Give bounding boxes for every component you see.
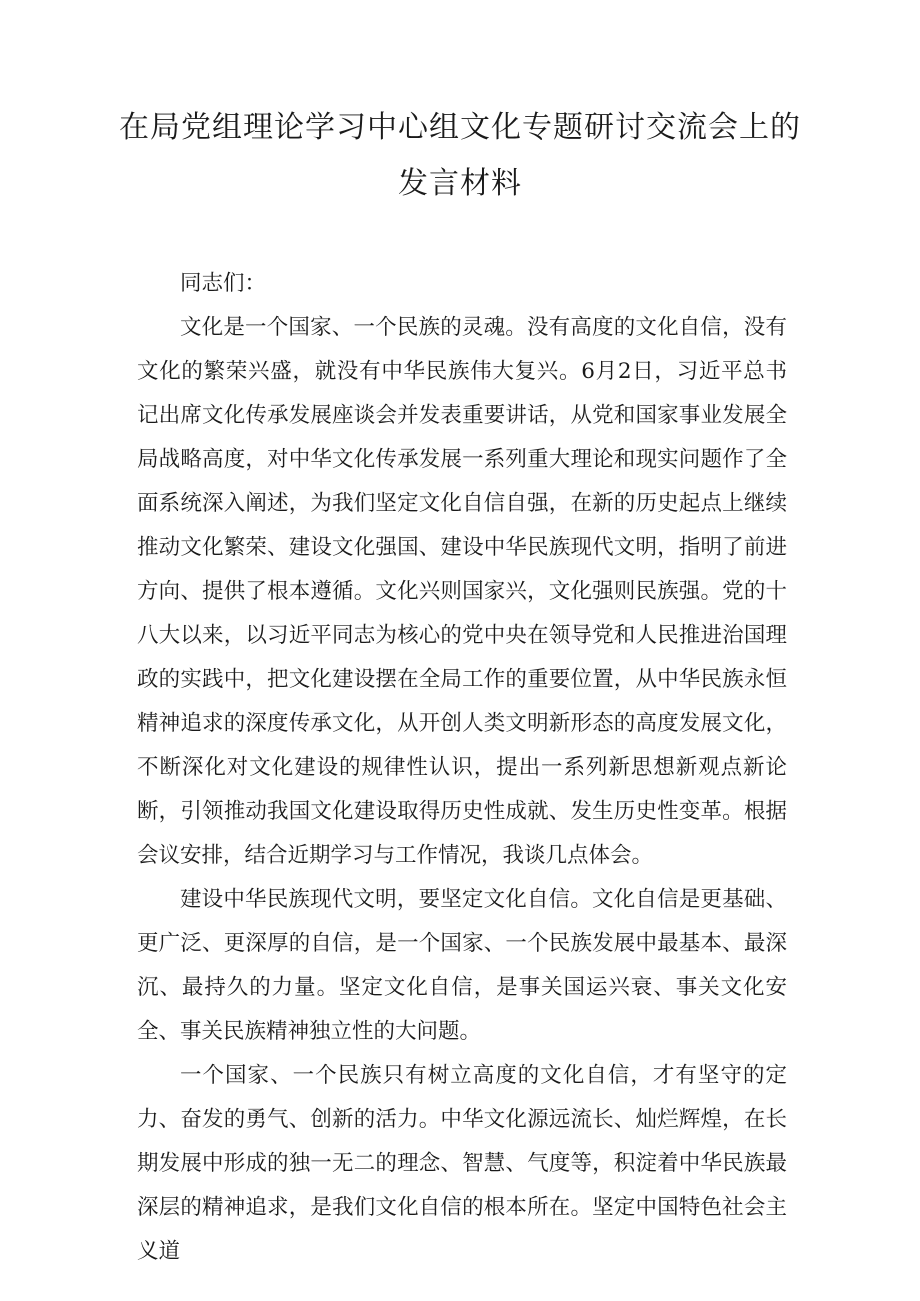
document-body xyxy=(137,262,787,1274)
paragraph-2: 建设中华民族现代文明，要坚定文化自信。文化自信是更基础、更广泛、更深厚的自信，是一个国家、一个民族发展中最基本、最深沉、最持久的力量。坚定文化自信，是事关国运兴衰、事关文化安全、事关民族精神独立性的大问题。 xyxy=(137,887,787,1044)
document-title-line-2: 发言材料 xyxy=(398,166,522,201)
paragraph-1: 文化是一个国家、一个民族的灵魂。没有高度的文化自信，没有文化的繁荣兴盛，就没有中华民族伟大复兴。6月2日，习近平总书记出席文化传承发展座谈会并发表重要讲话，从党和国家事业发展全局战略高度，对中华文化传承发展一系列重大理论和现实问题作了全面系统深入阐述，为我们坚定文化自信自强，在新的历史起点上继续推动文化繁荣、建设文化强国、建设中华民族现代文明，指明了前进方向、提供了根本遵循。文化兴则国家兴，文化强则民族强。党的十八大以来，以习近平同志为核心的党中央在领导党和人民推进治国理政的实践中，把文化建设摆在全局工作的重要位置，从中华民族永恒精神追求的深度传承文化，从开创人类文明新形态的高度发展文化，不断深化对文化建设的规律性认识，提出一系列新思想新观点新论断，引领推动我国文化建设取得历史性成就、发生历史性变革。根据会议安排，结合近期学习与工作情况，我谈几点体会。 xyxy=(137,315,787,868)
paragraph-3: 一个国家、一个民族只有树立高度的文化自信，才有坚守的定力、奋发的勇气、创新的活力。中华文化源远流长、灿烂辉煌，在长期发展中形成的独一无二的理念、智慧、气度等，积淀着中华民族最深层的精神追求，是我们文化自信的根本所在。坚定中国特色社会主义道 xyxy=(137,1063,787,1264)
document-title-line-1: 在局党组理论学习中心组文化专题研讨交流会上的 xyxy=(119,110,801,145)
salutation: 同志们： xyxy=(180,271,267,296)
